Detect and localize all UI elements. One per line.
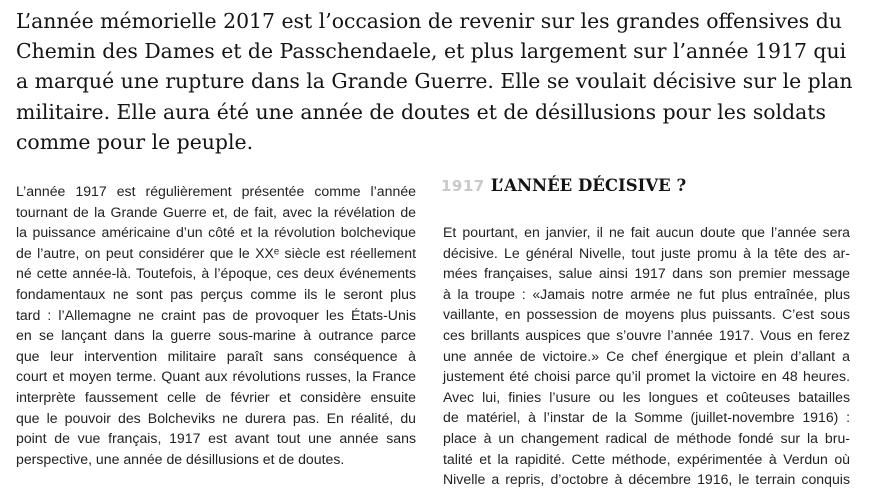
- body-line: court et moyen terme. Quant aux révolutions russes, la France: [16, 368, 416, 385]
- lead-line: L’année mémorielle 2017 est l’occasion de revenir sur les grandes offensives du: [16, 9, 842, 33]
- lead-line: a marqué une rupture dans la Grande Guerre. Elle se voulait décisive sur le plan: [16, 69, 853, 94]
- body-line: en se lançant dans la guerre sous-marine à outrance parce: [16, 327, 416, 344]
- body-line: à la troupe : «Jamais notre armée ne fut plus entraînée, plus: [443, 285, 850, 302]
- section-title: [441, 176, 686, 202]
- body-line: vaillante, en possession de moyens plus puissants. C’est sous: [443, 306, 850, 323]
- body-line: tard : l’Allemagne ne craint pas de provoquer les États-Unis: [16, 306, 416, 323]
- lead-paragraph: [16, 6, 876, 157]
- section-year: 1917: [441, 177, 485, 195]
- body-line: justement été choisi parce qu’il promet la victoire en 48 heures.: [443, 368, 850, 385]
- body-line: L’année 1917 est régulièrement présentée comme l’année: [16, 183, 416, 199]
- body-line: né cette année-là. Toutefois, à l’époque, ces deux événements: [16, 265, 416, 282]
- body-line: que leur intervention militaire paraît sans conséquence à: [16, 347, 416, 364]
- body-line: Nivelle a repris, d’octobre à décembre 1916, le terrain conquis: [443, 471, 850, 488]
- body-line: place à un changement radical de méthode fondé sur la bru-: [443, 429, 850, 446]
- body-line: mées françaises, salue ainsi 1917 dans son premier message: [443, 265, 850, 282]
- lead-line: militaire. Elle aura été une année de doutes et de désillusions pour les soldats: [16, 99, 826, 124]
- body-line: décisive. Le général Nivelle, tout juste promu à la tête des ar-: [443, 244, 850, 261]
- body-line: interprète faussement celle de février et considère ensuite: [16, 388, 416, 405]
- body-line: tournant de la Grande Guerre et, de fait, avec la révélation de: [16, 203, 416, 220]
- left-column-text: [16, 181, 416, 469]
- section-heading: L’ANNÉE DÉCISIVE ?: [490, 176, 687, 195]
- lead-line: Chemin des Dames et de Passchendaele, et plus largement sur l’année 1917 qui: [16, 39, 847, 64]
- right-column-text: [443, 222, 850, 490]
- body-line: Et pourtant, en janvier, il ne fait aucun doute que l’année sera: [443, 224, 850, 240]
- lead-line: comme pour le peuple.: [16, 129, 254, 154]
- body-line: point de vue français, 1917 est avant tout une année sans: [16, 430, 416, 447]
- body-line: une année de victoire.» Ce chef énergique et plein d’allant a: [443, 347, 850, 364]
- body-line: ces brillants auspices que s’ouvre l’année 1917. Vous en ferez: [443, 326, 850, 343]
- body-line: de l’autre, on peut considérer que le XXᵉ siècle est réellement: [16, 244, 416, 261]
- body-line: perspective, une année de désillusions et de doutes.: [16, 450, 345, 467]
- body-line: que le pouvoir des Bolcheviks ne durera pas. En réalité, du: [16, 409, 416, 426]
- body-line: de matériel, à l’instar de la Somme (juillet-novembre 1916) :: [443, 409, 850, 426]
- body-line: Avec lui, finies l’usure ou les longues et coûteuses batailles: [443, 388, 850, 405]
- body-line: la puissance américaine d’un côté et la révolution bolchevique: [16, 224, 416, 241]
- body-line: fondamentaux ne sont pas perçus comme ils le seront plus: [16, 285, 416, 302]
- body-line: talité et la rapidité. Cette méthode, expérimentée à Verdun où: [443, 450, 850, 467]
